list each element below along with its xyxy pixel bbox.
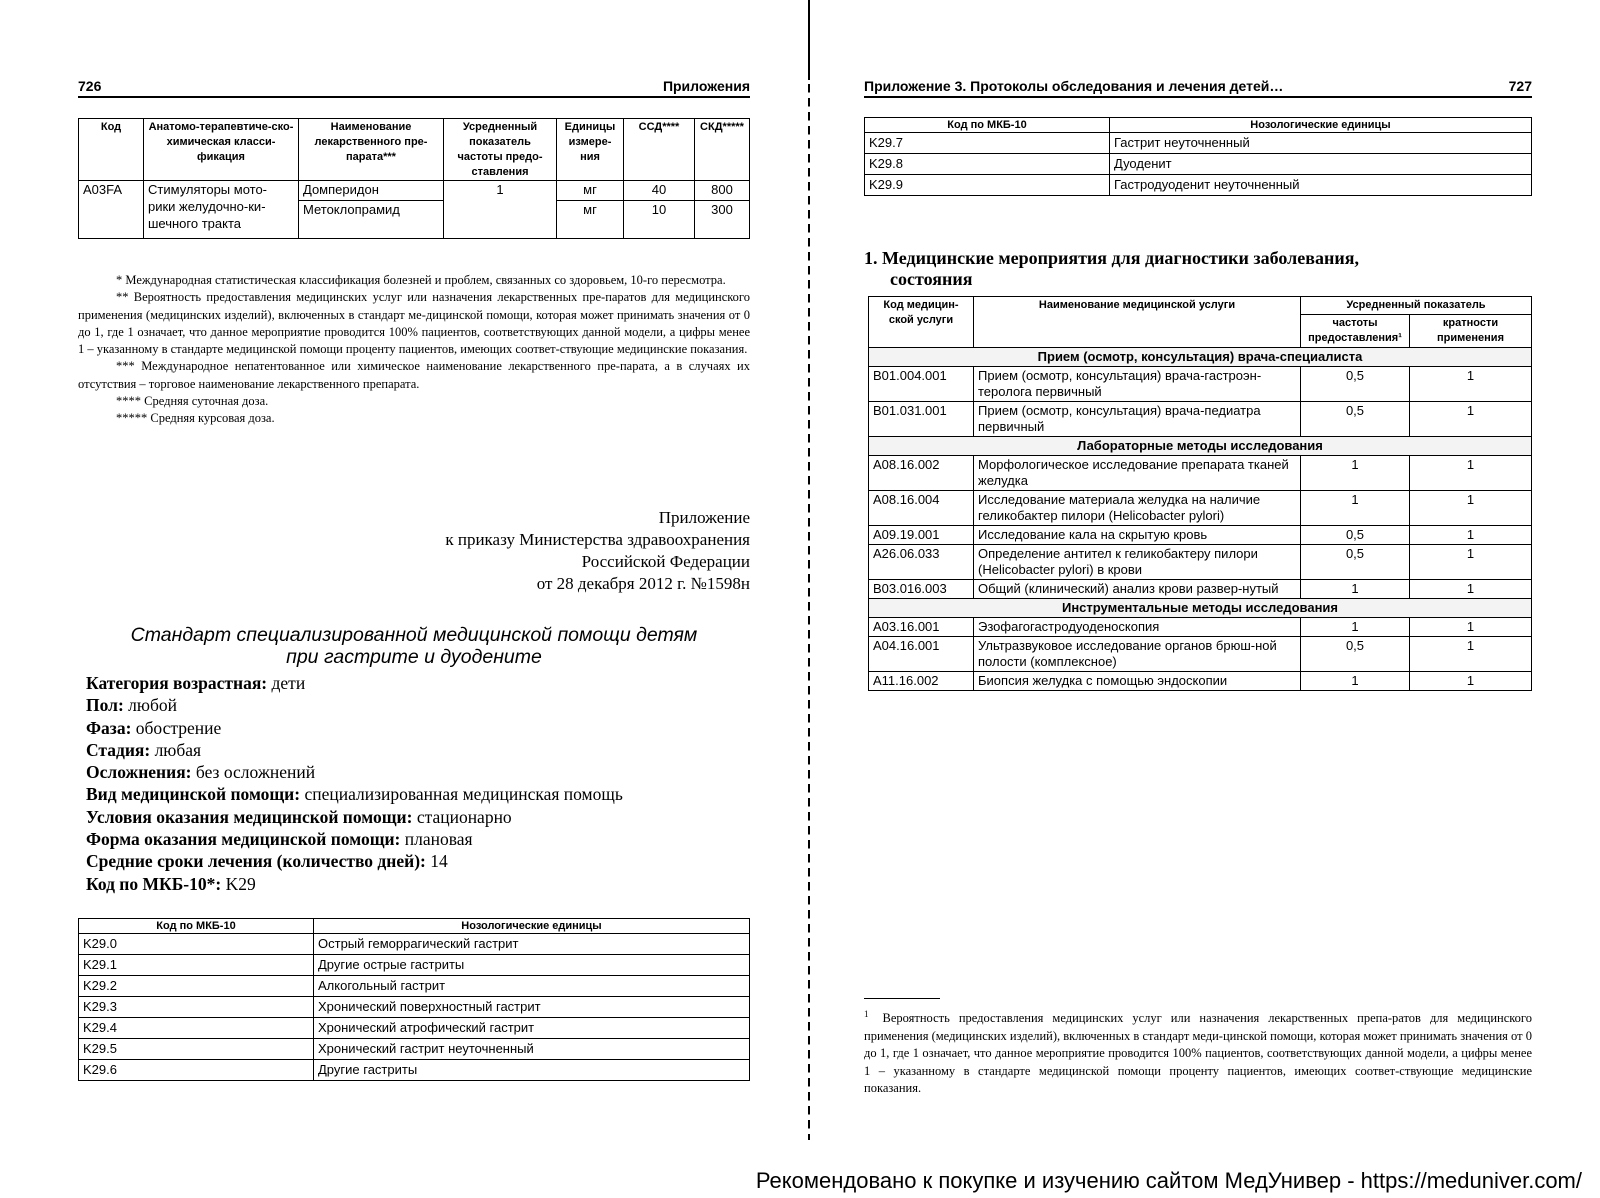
param-value: обострение: [131, 717, 222, 738]
param-value: любая: [150, 739, 202, 760]
param-row: [86, 761, 754, 783]
param-value: любой: [123, 695, 177, 716]
footnote: ***** Средняя курсовая доза.: [116, 411, 275, 425]
drug-header-classification: Анатомо-терапевтиче-ско-химическая класси-фикация: [144, 119, 299, 181]
standard-title-line: Стандарт специализированной медицинской помощи детям: [130, 624, 698, 646]
drug-header-unit: Единицы измере-ния: [557, 119, 624, 181]
mkb-table-header: [79, 919, 750, 934]
param-value: 14: [425, 851, 448, 872]
drug-skd: 300: [695, 201, 750, 239]
right-running-head: [864, 78, 1532, 98]
drug-frequency: 1: [444, 181, 557, 239]
service-code: A08.16.002: [869, 455, 974, 490]
service-name: Общий (клинический) анализ крови развер-нутый: [974, 579, 1301, 598]
service-frequency: 1: [1301, 579, 1410, 598]
table-row: [79, 976, 750, 997]
drug-header-name: Наименование лекарственного пре-парата***: [299, 119, 444, 181]
service-frequency: 0,5: [1301, 401, 1410, 436]
drug-classification: Стимуляторы мото-рики желудочно-ки-шечного тракта: [144, 181, 299, 239]
section-title: Прием (осмотр, консультация) врача-специалиста: [869, 347, 1532, 366]
service-code: A04.16.001: [869, 636, 974, 671]
section-title: Лабораторные методы исследования: [869, 436, 1532, 455]
table-row: [869, 636, 1532, 671]
services-header-average: Усредненный показатель: [1301, 297, 1532, 315]
service-name: Ультразвуковое исследование органов брюш-ной полости (комплексное): [974, 636, 1301, 671]
drug-skd: 800: [695, 181, 750, 201]
drug-header-frequency: Усредненный показатель частоты предо-ставления: [444, 119, 557, 181]
table-row: [79, 1039, 750, 1060]
order-line: Российской Федерации: [581, 552, 750, 572]
param-row: [86, 672, 754, 694]
param-row: [86, 873, 754, 895]
service-frequency: 1: [1301, 455, 1410, 490]
mkb-code: K29.5: [79, 1039, 314, 1060]
table-row: [869, 544, 1532, 579]
param-label: Средние сроки лечения (количество дней):: [86, 851, 426, 872]
service-frequency: 1: [1301, 617, 1410, 636]
footnote-text: Вероятность предоставления медицинских услуг или назначения лекарственных препа-ратов для медицинского применения (медицинских изделий), включенных в стандарт меди-цинской помощи, которая может принимать значения от 0 до 1, где 1 означает, что данное мероприятие проводится 100% пациентов, соответствующих данной модели, а цифры менее 1 – указанному в стандарте медицинской помощи проценту пациентов, имеющих соответ-ствующие медицинские показания.: [864, 1011, 1532, 1096]
service-multiplicity: 1: [1410, 617, 1532, 636]
footnote: *** Международное непатентованное или химическое наименование лекарственного пре-парата, а в случаях их отсутствия – торговое наименование лекарственного препарата.: [78, 359, 750, 391]
service-frequency: 1: [1301, 671, 1410, 690]
table-row: [869, 617, 1532, 636]
left-running-title: Приложения: [662, 78, 750, 94]
param-label: Вид медицинской помощи:: [86, 784, 301, 805]
service-multiplicity: 1: [1410, 366, 1532, 401]
mkb-header-nosology: Нозологические единицы: [1110, 118, 1532, 133]
service-frequency: 0,5: [1301, 544, 1410, 579]
param-row: [86, 783, 754, 805]
service-frequency: 1: [1301, 490, 1410, 525]
param-label: Стадия:: [86, 739, 151, 760]
mkb-nosology: Алкогольный гастрит: [314, 976, 750, 997]
param-value: плановая: [400, 829, 473, 850]
table-row: [869, 401, 1532, 436]
standard-title: [78, 624, 750, 669]
mkb-code: K29.4: [79, 1018, 314, 1039]
mkb-nosology: Хронический гастрит неуточненный: [314, 1039, 750, 1060]
mkb-nosology: Острый геморрагический гастрит: [314, 934, 750, 955]
services-header: [869, 297, 1532, 315]
footnote-rule: [864, 998, 940, 999]
table-row: [869, 490, 1532, 525]
mkb-header-code: Код по МКБ-10: [865, 118, 1110, 133]
drug-header-code: Код: [79, 119, 144, 181]
service-multiplicity: 1: [1410, 579, 1532, 598]
services-header-name: Наименование медицинской услуги: [974, 297, 1301, 348]
section-row: [869, 598, 1532, 617]
service-multiplicity: 1: [1410, 525, 1532, 544]
param-value: дети: [267, 673, 306, 693]
mkb-nosology: Хронический поверхностный гастрит: [314, 997, 750, 1018]
mkb-nosology: Другие острые гастриты: [314, 955, 750, 976]
service-code: B01.031.001: [869, 401, 974, 436]
drug-unit: мг: [557, 201, 624, 239]
drug-table: [78, 118, 750, 239]
services-header-multiplicity: кратности применения: [1410, 314, 1532, 347]
drug-table-header: [79, 119, 750, 181]
footnote: **** Средняя суточная доза.: [116, 393, 269, 408]
service-name: Прием (осмотр, консультация) врача-педиатра первичный: [974, 401, 1301, 436]
param-label: Категория возрастная:: [86, 673, 268, 693]
drug-header-skd: СКД*****: [695, 119, 750, 181]
table-row: [865, 175, 1532, 196]
section-heading: [864, 248, 1532, 290]
table-row: [869, 366, 1532, 401]
left-page-number: 726: [78, 78, 102, 94]
table-row: [79, 1018, 750, 1039]
param-label: Форма оказания медицинской помощи:: [86, 829, 401, 850]
section-title: Инструментальные методы исследования: [869, 598, 1532, 617]
mkb-code: K29.1: [79, 955, 314, 976]
param-row: [86, 739, 754, 761]
param-row: [86, 850, 754, 872]
services-header-code: Код медицин-ской услуги: [869, 297, 974, 348]
table-row: [869, 525, 1532, 544]
mkb-code: K29.0: [79, 934, 314, 955]
table-row: [79, 934, 750, 955]
param-value: стационарно: [412, 806, 512, 827]
mkb-code: K29.9: [865, 175, 1110, 196]
drug-ssd: 10: [624, 201, 695, 239]
param-label: Пол:: [86, 695, 124, 716]
mkb-nosology: Дуоденит: [1110, 154, 1532, 175]
mkb-code: K29.6: [79, 1060, 314, 1081]
footnote: * Международная статистическая классификация болезней и проблем, связанных со здоровьем, 10-го пересмотра.: [116, 273, 726, 287]
table-row: [865, 133, 1532, 154]
order-reference: [445, 507, 750, 595]
drug-ssd: 40: [624, 181, 695, 201]
param-value: K29: [221, 873, 256, 894]
table-row: [79, 955, 750, 976]
section-row: [869, 436, 1532, 455]
service-multiplicity: 1: [1410, 455, 1532, 490]
param-label: Код по МКБ-10*:: [86, 873, 222, 894]
page-spine: [808, 0, 810, 1140]
standard-title-line: при гастрите и дуодените: [286, 646, 542, 669]
param-label: Осложнения:: [86, 762, 192, 783]
mkb-nosology: Другие гастриты: [314, 1060, 750, 1081]
service-code: A08.16.004: [869, 490, 974, 525]
drug-name: Домперидон: [299, 181, 444, 201]
service-name: Исследование кала на скрытую кровь: [974, 525, 1301, 544]
section-heading-line: состояния: [890, 269, 973, 289]
service-name: Биопсия желудка с помощью эндоскопии: [974, 671, 1301, 690]
table-row: [79, 181, 750, 201]
service-name: Эзофагогастродуоденоскопия: [974, 617, 1301, 636]
drug-name: Метоклопрамид: [299, 201, 444, 239]
mkb-code: K29.2: [79, 976, 314, 997]
table-row: [869, 455, 1532, 490]
table-row: [79, 997, 750, 1018]
mkb-code: K29.3: [79, 997, 314, 1018]
table-row: [869, 579, 1532, 598]
service-multiplicity: 1: [1410, 671, 1532, 690]
service-multiplicity: 1: [1410, 636, 1532, 671]
section-row: [869, 347, 1532, 366]
standard-parameters: [86, 672, 754, 895]
mkb-nosology: Гастрит неуточненный: [1110, 133, 1532, 154]
service-name: Определение антител к геликобактеру пилори (Helicobacter pylori) в крови: [974, 544, 1301, 579]
table-row: [865, 154, 1532, 175]
footnote-mark: 1: [864, 1009, 869, 1019]
mkb-header-code: Код по МКБ-10: [79, 919, 314, 934]
param-row: [86, 806, 754, 828]
mkb-table-left: [78, 918, 750, 1081]
service-frequency: 0,5: [1301, 366, 1410, 401]
service-name: Прием (осмотр, консультация) врача-гастроэн-теролога первичный: [974, 366, 1301, 401]
service-multiplicity: 1: [1410, 401, 1532, 436]
right-footnote: [864, 1008, 1532, 1098]
mkb-table-header: [865, 118, 1532, 133]
mkb-nosology: Хронический атрофический гастрит: [314, 1018, 750, 1039]
right-page-number: 727: [1508, 78, 1532, 94]
order-line: от 28 декабря 2012 г. №1598н: [536, 574, 750, 594]
service-code: B03.016.003: [869, 579, 974, 598]
watermark-link[interactable]: Рекомендовано к покупке и изучению сайтом МедУнивер - https://meduniver.com/: [755, 1168, 1582, 1193]
mkb-code: K29.7: [865, 133, 1110, 154]
service-code: A03.16.001: [869, 617, 974, 636]
service-name: Морфологическое исследование препарата тканей желудка: [974, 455, 1301, 490]
service-code: A11.16.002: [869, 671, 974, 690]
service-frequency: 0,5: [1301, 525, 1410, 544]
services-header-frequency: частоты предоставления¹: [1301, 314, 1410, 347]
drug-header-ssd: ССД****: [624, 119, 695, 181]
service-code: B01.004.001: [869, 366, 974, 401]
table-row: [79, 1060, 750, 1081]
mkb-code: K29.8: [865, 154, 1110, 175]
service-code: A26.06.033: [869, 544, 974, 579]
service-code: A09.19.001: [869, 525, 974, 544]
service-multiplicity: 1: [1410, 490, 1532, 525]
service-name: Исследование материала желудка на наличие геликобактер пилори (Helicobacter pylori): [974, 490, 1301, 525]
left-running-head: [78, 78, 750, 98]
footnote: ** Вероятность предоставления медицинских услуг или назначения лекарственных пре-паратов для медицинского применения (медицинских изделий), включенных в стандарт ме-дицинской помощи, которая может принимать значения от 0 до 1, где 1 означает, что данное мероприятие проводится 100% пациентов, соответствующих данной модели, а цифры менее 1 – указанному в стандарте медицинской помощи проценту пациентов, имеющих соответ-ствующие медицинские показания.: [78, 290, 750, 356]
right-running-title: Приложение 3. Протоколы обследования и лечения детей…: [864, 78, 1284, 94]
param-row: [86, 828, 754, 850]
param-value: специализированная медицинская помощь: [300, 784, 623, 805]
service-frequency: 0,5: [1301, 636, 1410, 671]
order-line: Приложение: [658, 508, 750, 527]
section-heading-line: 1. Медицинские мероприятия для диагностики заболевания,: [864, 248, 1359, 268]
table-row: [869, 671, 1532, 690]
mkb-header-nosology: Нозологические единицы: [314, 919, 750, 934]
param-row: [86, 717, 754, 739]
left-footnotes: [78, 272, 750, 427]
mkb-table-right: [864, 117, 1532, 196]
mkb-nosology: Гастродуоденит неуточненный: [1110, 175, 1532, 196]
services-table: [868, 296, 1532, 691]
param-label: Фаза:: [86, 717, 132, 738]
order-line: к приказу Министерства здравоохранения: [445, 530, 750, 550]
param-row: [86, 694, 754, 716]
param-label: Условия оказания медицинской помощи:: [86, 806, 413, 827]
drug-unit: мг: [557, 181, 624, 201]
param-value: без осложнений: [191, 762, 316, 783]
drug-code: A03FA: [79, 181, 144, 239]
service-multiplicity: 1: [1410, 544, 1532, 579]
